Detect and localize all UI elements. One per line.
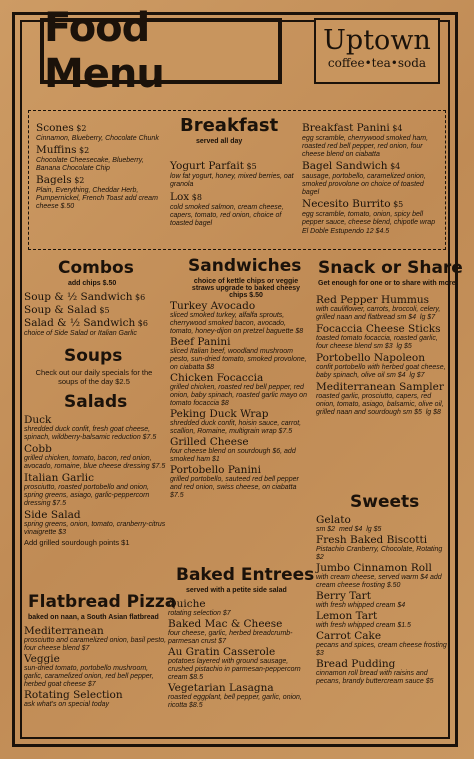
- item-price: $7.5: [50, 500, 67, 507]
- combos-heading: Combos: [58, 258, 134, 278]
- brand-tagline: coffee•tea•soda: [327, 56, 427, 70]
- item-name-text: Muffins: [36, 144, 77, 156]
- item-price: $2: [316, 554, 324, 561]
- menu-item: [316, 658, 450, 686]
- item-name-text: Veggie: [24, 653, 60, 665]
- item-name-text: Mediterranean: [24, 625, 104, 637]
- menu-item: [316, 323, 450, 351]
- baked-sub: served with a petite side salad: [186, 587, 287, 594]
- menu-item: [302, 198, 440, 227]
- item-name-text: Italian Garlic: [24, 472, 94, 484]
- item-name: [170, 191, 298, 204]
- flatbread-list: [24, 625, 168, 709]
- item-name-text: Duck: [24, 414, 52, 426]
- breakfast-extra: El Doble Estupendo 12 $4.5: [302, 228, 390, 235]
- combos-sub: add chips $.50: [68, 280, 117, 287]
- item-name-text: Lox: [170, 191, 190, 203]
- menu-item: [170, 436, 310, 464]
- item-name: [170, 436, 310, 448]
- item-price: $7.5: [170, 492, 184, 499]
- menu-item: [170, 160, 298, 189]
- soups-heading: Soups: [64, 346, 123, 366]
- item-name-text: Beef Panini: [170, 336, 231, 348]
- item-name: [316, 514, 450, 526]
- item-name: [168, 646, 308, 658]
- item-name-text: Lemon Tart: [316, 610, 378, 622]
- item-desc: ask what's on special today: [24, 701, 109, 708]
- item-name: [316, 294, 450, 306]
- item-name: [316, 590, 450, 602]
- item-desc: sliced Italian beef, woodland mushroom pesto, sun-dried tomato, smoked provolone, on ciabatta $8: [170, 348, 307, 371]
- item-desc: four cheese, garlic, herbed breadcrumb-parmesan crust $7: [168, 630, 293, 645]
- item-desc: with cream cheese, served warm $4 add cream cheese frosting $.50: [316, 574, 442, 589]
- item-desc: Cinnamon, Blueberry, Chocolate Chunk: [36, 135, 159, 142]
- item-name-text: Vegetarian Lasagna: [168, 682, 274, 694]
- sweets-heading: Sweets: [350, 492, 420, 512]
- breakfast-left: [36, 122, 166, 212]
- item-desc: sausage, portobello, caramelized onion, smoked provolone on choice of toasted bagel: [302, 173, 426, 196]
- item-price: $7: [216, 638, 226, 645]
- item-desc: low fat yogurt, honey, mixed berries, oat granola: [170, 173, 294, 188]
- item-name: [316, 534, 450, 546]
- item-name: [302, 122, 440, 135]
- item-desc: shredded duck confit, hoisin sauce, carrot, scallion, Romaine, multigrain wrap $7.5: [170, 420, 302, 435]
- item-price: $5: [244, 162, 257, 171]
- item-price: $.50: [384, 582, 401, 589]
- snack-list: [316, 294, 450, 418]
- item-name: [316, 352, 450, 364]
- item-price: $4: [389, 124, 403, 133]
- sandwiches-list: [170, 300, 310, 500]
- item-desc: Plain, Everything, Cheddar Herb, Pumpernickel, French Toast add cream cheese $.50: [36, 187, 158, 210]
- item-desc: shredded duck confit, fresh goat cheese, spinach, wildberry-balsamic reduction $7.5: [24, 426, 157, 441]
- item-price: $7: [220, 610, 231, 617]
- item-name-text: Portobello Panini: [170, 464, 261, 476]
- menu-item: [170, 336, 310, 372]
- item-name-text: Au Gratin Casserole: [168, 646, 276, 658]
- item-name-text: Grilled Cheese: [170, 436, 249, 448]
- menu-item: [24, 689, 168, 709]
- item-desc: sliced smoked turkey, alfalfa sprouts, cherrywood smoked bacon, avocado, tomato, honey-dijon on pretzel baguette $8: [170, 312, 304, 335]
- item-name: [24, 653, 168, 665]
- menu-item: [302, 160, 440, 197]
- item-name: [24, 317, 166, 330]
- menu-item: [24, 509, 168, 537]
- item-desc: pecans and spices, cream cheese frosting $3: [316, 642, 447, 657]
- item-desc: egg scramble, cherrywood smoked ham, roasted red bell pepper, red onion, four cheese blend on ciabatta: [302, 135, 429, 158]
- sandwiches-heading: Sandwiches: [188, 256, 302, 276]
- item-price: $7: [85, 681, 96, 688]
- item-name-text: Berry Tart: [316, 590, 371, 602]
- item-name: [24, 443, 168, 455]
- item-name: [24, 509, 168, 521]
- item-price: $7: [79, 645, 90, 652]
- page-title: Food Menu: [44, 5, 164, 97]
- breakfast-mid: [170, 160, 298, 230]
- menu-item: [316, 590, 450, 610]
- item-desc: confit portobello with herbed goat cheese, baby spinach, olive oil sm $4 lg $7: [316, 364, 446, 379]
- item-name: [36, 174, 166, 187]
- item-name: [170, 464, 310, 476]
- item-name: [316, 658, 450, 670]
- item-desc: with fresh whipped cream $4: [316, 602, 406, 609]
- item-price: $8: [219, 400, 229, 407]
- menu-item: [24, 304, 166, 317]
- menu-item: [316, 630, 450, 658]
- item-price: $1.5: [395, 622, 411, 629]
- menu-item: [24, 625, 168, 653]
- item-name-text: Breakfast Panini: [302, 122, 390, 134]
- item-desc: four cheese blend on sourdough $6, add smoked ham $1: [170, 448, 296, 463]
- item-name-text: Side Salad: [24, 509, 81, 521]
- menu-item: [316, 352, 450, 380]
- item-name: [316, 323, 450, 335]
- item-desc: grilled chicken, tomato, bacon, red onion, avocado, romaine, blue cheese dressing $7.5: [24, 455, 166, 470]
- item-name: [316, 630, 450, 642]
- item-name: [24, 304, 166, 317]
- salads-note: Add grilled sourdough points $1: [24, 538, 130, 547]
- item-name: [168, 682, 308, 694]
- item-name: [170, 408, 310, 420]
- snack-sub: Get enough for one or to share with more: [318, 280, 456, 287]
- menu-item: [24, 653, 168, 689]
- item-name: [24, 291, 166, 304]
- item-name-text: Quiche: [168, 598, 206, 610]
- item-desc: roasted eggplant, bell pepper, garlic, onion, ricotta $8.5: [168, 694, 302, 709]
- item-name: [36, 144, 166, 157]
- item-desc: grilled portobello, sauteed red bell pepper and red onion, swiss cheese, on ciabatta $7.5: [170, 476, 299, 499]
- combos-list: [24, 291, 166, 338]
- item-price: sm $4 lg $7: [395, 314, 436, 321]
- item-name-text: Turkey Avocado: [170, 300, 256, 312]
- item-name-text: Gelato: [316, 514, 351, 526]
- item-desc: sm $2 med $4 lg $5: [316, 526, 382, 533]
- salads-list: [24, 414, 168, 547]
- menu-item: [316, 562, 450, 590]
- breakfast-heading: Breakfast: [180, 115, 279, 136]
- menu-item: [316, 381, 450, 417]
- item-price: $1: [210, 456, 220, 463]
- item-name: [24, 472, 168, 484]
- item-desc: Pistachio Cranberry, Chocolate, Rotating $2: [316, 546, 443, 561]
- item-price: $3: [316, 650, 324, 657]
- item-price: $7.5: [149, 463, 166, 470]
- item-desc: with cauliflower, carrots, broccoli, celery, grilled naan and flatbread sm $4 lg $7: [316, 306, 441, 321]
- item-price: $6: [132, 293, 146, 302]
- item-price: $5: [423, 678, 434, 685]
- item-name-text: Soup & Salad: [24, 304, 97, 316]
- item-desc: roasted garlic, prosciutto, capers, red onion, tomato, asiago, balsamic, olive oil, grilled naan and sourdough sm $5 lg $8: [316, 393, 444, 416]
- item-price: $7.5: [140, 434, 157, 441]
- sweets-list: [316, 514, 450, 686]
- item-name-text: Scones: [36, 122, 74, 134]
- sandwiches-sub: choice of kettle chips or veggie straws upgrade to baked cheesy chips $.50: [191, 278, 301, 299]
- breakfast-right: [302, 122, 440, 236]
- flatbread-sub: baked on naan, a South Asian flatbread: [28, 614, 159, 621]
- item-name: [302, 198, 440, 211]
- item-price: $5: [96, 306, 110, 315]
- menu-item: [24, 472, 168, 508]
- soups-note: Check out our daily specials for the soups of the day $2.5: [35, 368, 153, 386]
- brand-logo: [314, 18, 440, 84]
- item-price: sm $3 lg $5: [371, 343, 412, 350]
- item-desc: potatoes layered with ground sausage, crushed pistachio in parmesan-peppercorn cream $8.5: [168, 658, 301, 681]
- menu-item: [168, 598, 308, 618]
- item-name-text: Salad & ½ Sandwich: [24, 317, 136, 329]
- item-name-text: Cobb: [24, 443, 52, 455]
- item-name-text: Chicken Focaccia: [170, 372, 264, 384]
- item-name-text: Yogurt Parfait: [170, 160, 244, 172]
- item-price: $4: [395, 602, 406, 609]
- item-price: $8.5: [187, 674, 204, 681]
- item-price: $7.5: [276, 428, 293, 435]
- brand-name: Uptown: [323, 25, 431, 56]
- item-desc: grilled chicken, roasted red bell pepper, red onion, baby spinach, roasted garlic mayo on tomato focaccia $8: [170, 384, 307, 407]
- item-name-text: Necesito Burrito: [302, 198, 391, 210]
- menu-item: [316, 514, 450, 534]
- combos-note: choice of Side Salad or Italian Garlic: [24, 330, 137, 337]
- item-name-text: Bagel Sandwich: [302, 160, 388, 172]
- item-desc: Chocolate Cheesecake, Blueberry, Banana Chocolate Chip: [36, 157, 144, 172]
- item-name-text: Peking Duck Wrap: [170, 408, 269, 420]
- item-desc: rotating selection $7: [168, 610, 231, 617]
- item-desc: cinnamon roll bread with raisins and pecans, brandy buttercream sauce $5: [316, 670, 434, 685]
- menu-item: [168, 646, 308, 682]
- item-price: $8: [189, 193, 202, 202]
- item-price: $6: [135, 319, 148, 328]
- menu-item: [170, 464, 310, 500]
- item-price: sm $5 lg $8: [400, 409, 441, 416]
- menu-item: [36, 144, 166, 173]
- item-name-text: Bread Pudding: [316, 658, 396, 670]
- menu-item: [36, 174, 166, 211]
- item-name: [24, 689, 168, 701]
- item-desc: sun-dried tomato, portobello mushroom, garlic, caramelized onion, red bell pepper, herbed goat cheese $7: [24, 665, 154, 688]
- menu-item: [170, 408, 310, 436]
- item-price: $2: [76, 146, 90, 155]
- menu-item: [170, 300, 310, 336]
- item-desc: egg scramble, tomato, onion, spicy bell pepper sauce, cheese blend, chipotle wrap: [302, 211, 436, 226]
- baked-heading: Baked Entrees: [176, 565, 315, 585]
- menu-item: [168, 682, 308, 710]
- menu-item: [24, 443, 168, 471]
- item-desc: prosciutto and caramelized onion, basil pesto, four cheese blend $7: [24, 637, 167, 652]
- item-name: [170, 372, 310, 384]
- item-desc: toasted tomato focaccia, roasted garlic, four cheese blend sm $3 lg $5: [316, 335, 438, 350]
- item-price: $3: [56, 529, 67, 536]
- item-name: [24, 414, 168, 426]
- baked-list: [168, 598, 308, 710]
- menu-item: [170, 372, 310, 408]
- item-name-text: Soup & ½ Sandwich: [24, 291, 133, 303]
- item-name: [168, 598, 308, 610]
- menu-item: [170, 191, 298, 228]
- item-price: $4: [387, 162, 401, 171]
- item-name-text: Mediterranean Sampler: [316, 381, 444, 393]
- item-name-text: Bagels: [36, 174, 72, 186]
- item-name: [24, 625, 168, 637]
- menu-item: [316, 610, 450, 630]
- menu-item: [168, 618, 308, 646]
- salads-heading: Salads: [64, 392, 128, 412]
- item-name-text: Portobello Napoleon: [316, 352, 425, 364]
- item-name: [316, 610, 450, 622]
- item-desc: spring greens, onion, tomato, cranberry-citrus vinaigrette $3: [24, 521, 166, 536]
- item-price: $8: [204, 364, 214, 371]
- item-name-text: Jumbo Cinnamon Roll: [316, 562, 432, 574]
- menu-item: [36, 122, 166, 143]
- menu-item: [24, 317, 166, 330]
- item-desc: cold smoked salmon, cream cheese, capers, tomato, red onion, choice of toasted bagel: [170, 204, 284, 227]
- item-name: [168, 618, 308, 630]
- item-name: [170, 336, 310, 348]
- item-name: [302, 160, 440, 173]
- item-name-text: Carrot Cake: [316, 630, 382, 642]
- item-price: $2: [73, 124, 87, 133]
- breakfast-sub: served all day: [196, 138, 243, 145]
- item-desc: with fresh whipped cream $1.5: [316, 622, 411, 629]
- item-name-text: Rotating Selection: [24, 689, 123, 701]
- item-price: $8.5: [187, 702, 203, 709]
- menu-item: [24, 291, 166, 304]
- item-name-text: Baked Mac & Cheese: [168, 618, 283, 630]
- item-price: $2: [71, 176, 85, 185]
- menu-item: [316, 534, 450, 562]
- item-name: [36, 122, 166, 135]
- item-price: sm $4 lg $7: [384, 372, 425, 379]
- menu-item: [316, 294, 450, 322]
- item-name: [170, 300, 310, 312]
- menu-item: [302, 122, 440, 159]
- item-name-text: Red Pepper Hummus: [316, 294, 429, 306]
- item-name-text: Fresh Baked Biscotti: [316, 534, 428, 546]
- item-price: $5: [390, 200, 404, 209]
- item-name: [316, 562, 450, 574]
- item-name-text: Focaccia Cheese Sticks: [316, 323, 441, 335]
- title-box: [40, 5, 282, 97]
- snack-heading: Snack or Share: [318, 258, 463, 278]
- item-desc: prosciutto, roasted portobello and onion, spring greens, asiago, garlic-peppercorn dressing $7.5: [24, 484, 150, 507]
- item-name: [170, 160, 298, 173]
- item-name: [316, 381, 450, 393]
- flatbread-heading: Flatbread Pizza: [28, 592, 177, 612]
- item-price: $8: [293, 328, 304, 335]
- menu-item: [24, 414, 168, 442]
